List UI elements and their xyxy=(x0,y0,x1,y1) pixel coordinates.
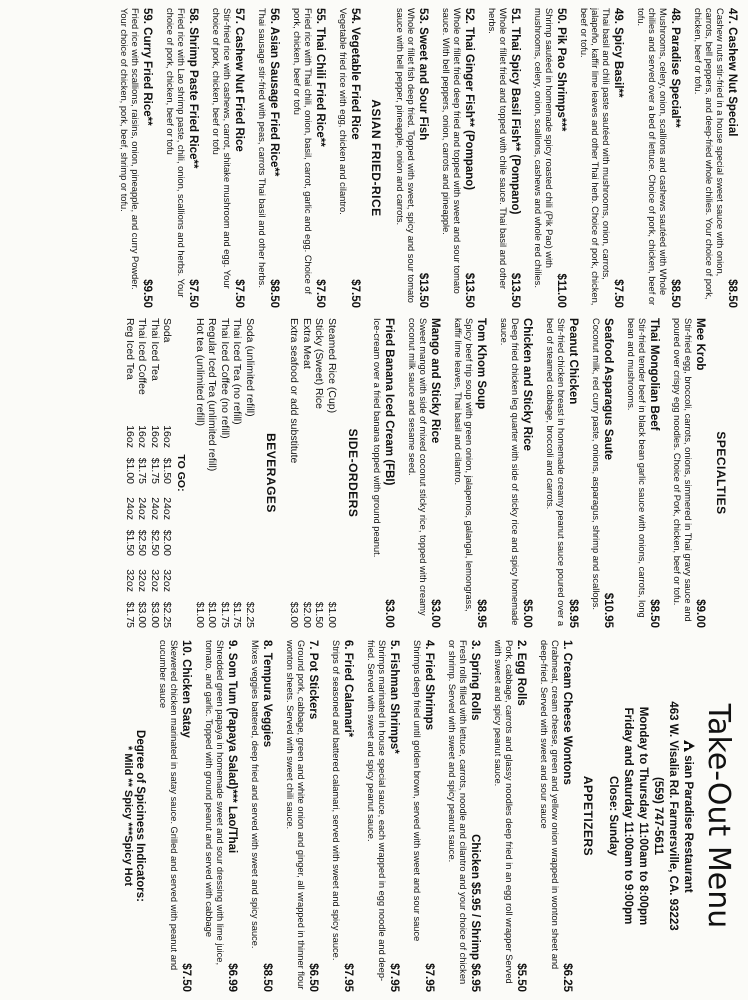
menu-item-description: Deep fried chicken leg quarter with side of sticky rice and spicy homemade sauce. xyxy=(499,318,520,626)
menu-item-price: $8.50 xyxy=(669,279,681,308)
to-go-size: 24oz xyxy=(124,497,136,520)
to-go-size: 16oz xyxy=(149,425,161,448)
menu-item xyxy=(635,8,681,308)
menu-item-row xyxy=(561,640,573,992)
side-orders-header: SIDE-ORDERS xyxy=(346,428,360,518)
side-order-price: $2.00 xyxy=(301,601,313,628)
menu-item-price: $7.50 xyxy=(314,279,326,308)
side-order-price: $1.00 xyxy=(326,601,338,628)
menu-item-description: Fried rice with Lao shrimp paste, chili, onion, scallions and herbs. Your choice of pork, chicken, beef or tofu xyxy=(165,8,186,298)
menu-item-price: $7.50 xyxy=(187,279,199,308)
menu-item-row xyxy=(417,8,429,308)
menu-item xyxy=(411,640,435,992)
restaurant-name: sian Paradise Restaurant xyxy=(682,755,694,893)
menu-item xyxy=(578,8,624,308)
side-order-name: Extra seafood or add substitute xyxy=(288,318,301,464)
menu-item-description: Mixes veggies battered, deep fried and served with sweet and spicy sauce. xyxy=(250,640,260,949)
to-go-row xyxy=(136,318,149,628)
to-go-name: Thai Iced Coffee xyxy=(136,318,149,395)
menu-item-description: Whole or fillet fried and topped with chile sauce. Thai basil and other herbs. xyxy=(487,8,508,289)
menu-item-row xyxy=(141,8,153,308)
beverage-price: $1.75 xyxy=(231,601,244,628)
to-go-price: $1.75 xyxy=(136,457,149,484)
to-go-price: $2.00 xyxy=(161,529,174,556)
menu-item-price: $13.50 xyxy=(509,272,521,308)
menu-item-price: $8.95 xyxy=(567,599,579,628)
to-go-name: Soda xyxy=(161,318,174,343)
menu-item xyxy=(157,640,192,992)
menu-item-row xyxy=(555,8,567,308)
menu-item-name: 57. Cashew Nut Fried Rice xyxy=(233,8,245,152)
hours-weekend: Friday and Saturday 11:00am to 9:00pm xyxy=(622,707,634,925)
menu-item-row xyxy=(726,8,738,308)
page-title: Take-Out Menu xyxy=(701,703,736,929)
menu-item-description: Stir-fried chicken breast in homemade creamy peanut sauce poured over a bed of steamed cabbage, broccoli and carrots. xyxy=(545,318,566,626)
menu-item-row xyxy=(463,8,475,308)
to-go-size: 32oz xyxy=(161,569,174,592)
menu-item-row xyxy=(521,318,533,628)
menu-item-name: 56. Asian Sausage Fried Rice** xyxy=(268,8,280,177)
menu-item-description: Ice-cream over a fried banana topped with ground peanut. xyxy=(372,318,382,558)
menu-item xyxy=(330,640,354,992)
beverage-name: Regular Iced Tea (unlimited refill) xyxy=(206,318,219,472)
beverages-header: BEVERAGES xyxy=(264,433,278,513)
menu-item-row xyxy=(469,640,481,992)
menu-item-row xyxy=(475,318,487,628)
menu-item xyxy=(406,318,441,628)
menu-item-price: $6.99 xyxy=(226,963,238,992)
to-go-size: 32oz xyxy=(124,569,136,592)
menu-item-name: 1. Cream Cheese Wontons xyxy=(561,640,573,785)
menu-item xyxy=(590,318,614,628)
menu-item xyxy=(671,318,706,628)
menu-item-row xyxy=(567,318,579,628)
spice-legend-levels: * Mild ** Spicy ***Spicy Hot xyxy=(122,746,134,886)
menu-item-name: 8. Tempura Veggies xyxy=(261,640,273,748)
menu-item xyxy=(486,8,521,308)
menu-item-price: $7.50 xyxy=(180,963,192,992)
menu-item-price: $7.50 xyxy=(349,279,361,308)
menu-item-price: $8.50 xyxy=(726,279,738,308)
menu-item-name: 9. Som Tum (Papaya Salad)*** Lao/Thai xyxy=(226,640,238,854)
menu-item-name: 5. Fishman Shrimps* xyxy=(388,640,400,754)
beverage-name: Thai Iced Coffee (no refill) xyxy=(219,318,231,439)
menu-item-row xyxy=(388,640,400,992)
menu-item-row xyxy=(423,640,435,992)
to-go-price: $1.50 xyxy=(124,529,136,556)
menu-item-price: $5.00 xyxy=(521,599,533,628)
menu-item-name: 51. Thai Spicy Basil Fish** (Pompano) xyxy=(509,8,521,215)
menu-item xyxy=(365,640,400,992)
closed-day: Close: Sunday xyxy=(607,776,619,856)
menu-item-name: Thai Mongolian Beef xyxy=(648,318,660,431)
menu-item-description: Crabmeat, cream cheese, green and yellow onion wrapped in wonton sheet and deep-fried. Served with sweet and sour sauce xyxy=(539,640,560,970)
menu-item-price: $8.50 xyxy=(268,279,280,308)
menu-item-price: $13.50 xyxy=(417,272,429,308)
menu-item-name: 47. Cashew Nut Special xyxy=(726,8,738,137)
menu-item xyxy=(394,8,429,308)
menu-item-name: 2. Egg Rolls xyxy=(515,640,527,706)
to-go-size: 16oz xyxy=(161,425,174,448)
menu-item-name: 58. Shrimp Paste Fried Rice** xyxy=(187,8,199,169)
menu-item-name: Peanut Chicken xyxy=(567,318,579,405)
menu-item-row xyxy=(233,8,245,308)
restaurant-info xyxy=(605,640,697,992)
menu-item-description: Stir-fried rice with cashews, carrot, shitake mushroom and egg. Your choice of pork, chicken, beef or tofu xyxy=(211,8,232,289)
menu-item-description: Strips of seasoned and battered calamari, served with sweet and spicy sauce. xyxy=(331,640,341,961)
menu-item-row xyxy=(429,318,441,628)
menu-item-description: Sweet mango with side of mixed coconut sticky rice, topped with creamy coconut milk sauce and sesame seed. xyxy=(407,318,428,616)
menu-item-price: $6.25 xyxy=(561,963,573,992)
to-go-size: 16oz xyxy=(136,425,149,448)
to-go-row xyxy=(124,318,137,628)
menu-item-row xyxy=(261,640,273,992)
menu-item-row xyxy=(307,640,319,992)
menu-item-price: $7.95 xyxy=(388,963,400,992)
beverage-name: Soda (unlimited refill) xyxy=(244,318,256,417)
menu-item-row xyxy=(669,8,681,308)
menu-item xyxy=(446,640,481,992)
to-go-row xyxy=(149,318,162,628)
to-go-size: 16oz xyxy=(124,425,136,448)
menu-item-description: Vegetable fried rice with egg, chicken and cilantro. xyxy=(338,8,348,215)
menu-item-row xyxy=(226,640,238,992)
restaurant-phone: (559) 747-5611 xyxy=(652,776,664,855)
side-order-name: Sticky (Sweet) Rice xyxy=(313,318,326,410)
hours-weekday: Monday to Thursday 11:00am to 8:00pm xyxy=(637,706,649,926)
to-go-price: $3.00 xyxy=(149,601,161,628)
menu-item-price: $10.95 xyxy=(602,592,614,628)
menu-item xyxy=(538,640,573,992)
menu-item xyxy=(371,318,395,628)
menu-item-row xyxy=(612,8,624,308)
to-go-row xyxy=(161,318,174,628)
menu-item-name: 55. Thai Chili Fried Rice** xyxy=(314,8,326,147)
menu-item-price: $6.50 xyxy=(307,963,319,992)
side-order xyxy=(326,318,339,628)
beverage-price: $1.75 xyxy=(219,601,231,628)
menu-item-name: 10. Chicken Satay xyxy=(180,640,192,738)
menu-item-row xyxy=(383,318,395,628)
menu-item-name: Tom Khom Soup xyxy=(475,318,487,410)
side-order-name: Steamed Rice (Cup) xyxy=(326,318,338,414)
to-go-header: TO GO: xyxy=(175,454,188,492)
menu-item xyxy=(337,8,361,308)
side-order xyxy=(301,318,314,628)
menu-item-description: Mushrooms, celery, onion, scallions and cashews sautéed with Whole chilies and served over a bed of lettuce. Choice of pork, chicken, beef or tofu. xyxy=(636,8,668,306)
menu-item-price: $3.00 xyxy=(429,599,441,628)
menu-item xyxy=(625,318,660,628)
menu-item-description: Whole or fillet fried deep fried and topped with sweet and sour tomato sauce. With bell peppers, onion, carrots and pineapple. xyxy=(441,8,462,294)
menu-item-description: Ground pork, cabbage, green and white onion and ginger, all wrapped in thinner flour wonton sheets. Served with sweet chili sauce. xyxy=(285,640,306,990)
menu-item xyxy=(492,640,527,992)
menu-item-name: Mee Krob xyxy=(694,318,706,371)
spice-legend-title: Degree of Spiciness Indicators: xyxy=(134,730,146,902)
menu-item xyxy=(532,8,567,308)
to-go-size: 24oz xyxy=(161,497,174,520)
specialties-header: SPECIALTIES xyxy=(714,431,728,515)
menu-item-description: Stir-fried egg, broccoli, carrots, onions, simmered in Thai gravy sauce and poured over crispy egg noodles. Choice of Pork, chicken, beef or tofu. xyxy=(672,318,693,622)
menu-item-description: Coconut milk, red curry paste, onions, asparagus, shrimp and scallops. xyxy=(591,318,601,610)
to-go-price: $2.50 xyxy=(136,529,149,556)
menu-item-row xyxy=(187,8,199,308)
menu-item-name: Mango and Sticky Rice xyxy=(429,318,441,444)
to-go-price: $1.50 xyxy=(161,457,174,484)
to-go-name: Thai Iced Tea xyxy=(149,318,161,381)
menu-item xyxy=(692,8,738,308)
menu-item-description: Whole or fillet fish deep fried. Topped with sweet, spicy and sour tomato sauce with bell pepper, pineapple, onion and carrots. xyxy=(395,8,416,303)
to-go-price: $1.00 xyxy=(124,457,136,484)
menu-item-price: $5.50 xyxy=(515,963,527,992)
to-go-size: 32oz xyxy=(136,569,149,592)
fried-rice-header: ASIAN FRIED-RICE xyxy=(369,99,383,217)
column-specialties xyxy=(8,318,738,628)
to-go-name: Reg Iced Tea xyxy=(124,318,136,380)
to-go-price: $3.00 xyxy=(136,601,149,628)
menu-item-row xyxy=(268,8,280,308)
menu-item xyxy=(164,8,199,308)
menu-item xyxy=(203,640,238,992)
menu-item-name: 48. Paradise Special** xyxy=(669,8,681,128)
side-order-name: Extra Meat xyxy=(301,318,313,369)
menu-item-description: Fried rice with scallions, raisins, onion, pineapple, and curry Powder. Your choice of chicken, pork, beef, shrimp or tofu. xyxy=(119,8,140,290)
to-go-size: 24oz xyxy=(149,497,161,520)
menu-item xyxy=(452,318,487,628)
menu-item-description: Stir-fried tender beef in black bean garlic sauce with onions, carrots, long bean and mushrooms. xyxy=(626,318,647,618)
menu-item-name: 6. Fried Calamari* xyxy=(342,640,354,738)
menu-item-price: $7.95 xyxy=(423,963,435,992)
menu-item-name: 53. Sweet and Sour Fish xyxy=(417,8,429,141)
menu-item-name: 7. Pot Stickers xyxy=(307,640,319,720)
menu-item-name: 59. Curry Fried Rice** xyxy=(141,8,153,126)
menu-item-row xyxy=(648,318,660,628)
menu-item-description: Thai sausage stir-fried with peas, carrots Thai basil and other herbs. xyxy=(257,8,267,288)
beverage-price: $1.00 xyxy=(206,601,219,628)
column-appetizers xyxy=(8,640,738,992)
menu-item-price: $9.00 xyxy=(694,599,706,628)
menu-item-row xyxy=(694,318,706,628)
menu-item-price: $8.95 xyxy=(475,599,487,628)
beverage xyxy=(231,318,244,628)
side-order xyxy=(313,318,326,628)
column-entrees xyxy=(8,8,738,308)
menu-item-name: 54. Vegetable Fried Rice xyxy=(349,8,361,140)
menu-item xyxy=(544,318,579,628)
menu-item-name: Fried Banana Iced Cream (FBI) xyxy=(383,318,395,486)
side-order-price: $1.50 xyxy=(313,601,326,628)
menu-item-name: Seafood Asparagus Saute xyxy=(602,318,614,461)
menu-item-description: Spicy beef trip soup with green onion, jalapenos, galangal, lemongrass, kaffir lime leaves, Thai basil and cilantro. xyxy=(453,318,474,612)
beverage xyxy=(244,318,257,628)
beverage xyxy=(206,318,219,628)
menu-item xyxy=(291,8,326,308)
menu-item-price: $3.00 xyxy=(383,599,395,628)
menu-item-row xyxy=(342,640,354,992)
menu-item-price: Chicken $5.95 / Shrimp $6.95 xyxy=(469,834,481,992)
menu-item-name: Chicken and Sticky Rice xyxy=(521,318,533,451)
beverage xyxy=(219,318,232,628)
menu-item-name: 52. Thai Ginger Fish** (Pompano) xyxy=(463,8,475,191)
beverage xyxy=(194,318,207,628)
menu-item-price: $11.00 xyxy=(555,273,567,308)
restaurant-address: 463 W. Visalia Rd. Farmersville, CA. 93223 xyxy=(667,701,679,931)
to-go-size: 24oz xyxy=(136,497,149,520)
menu-item-description: Shrimp sautéed in homemade spicy roasted chili (Pik Pao) with mushrooms, celery, onion, scallions, cashews and whole red chilies. xyxy=(533,8,554,288)
menu-item-name: 49. Spicy Basil** xyxy=(612,8,624,98)
menu-item-description: Shredded green papaya in homemade sweet and sour dressing with lime juice, tomato, and garlic. Topped with ground peanut and served with cabbage xyxy=(204,640,225,966)
beverage-name: Hot tea (unlimited refill) xyxy=(194,318,206,426)
menu-item-name: 3. Spring Rolls xyxy=(469,640,481,721)
menu-item-description: Shrimps marinated in house special sauce, each wrapped in egg noodle and deep-fried. Served with sweet and spicy peanut sauce. xyxy=(366,640,387,982)
menu-item-description: Thai basil and chili paste sautéed with mushrooms, onion, carrots, jalapeño, kaffir lime leaves and other Thai herb. Choice of pork, chicken, beef or tofu. xyxy=(579,8,611,306)
menu-item-row xyxy=(314,8,326,308)
menu-item-row xyxy=(515,640,527,992)
restaurant-logo-icon xyxy=(683,739,697,753)
to-go-price: $2.50 xyxy=(149,529,161,556)
menu-item-description: Pork, cabbage, carrots and glassy noodles deep fried in an egg roll wrapper Served with sweet and spicy peanut sauce. xyxy=(493,640,514,984)
menu-item-name: 4. Fried Shrimps xyxy=(423,640,435,731)
menu-item-description: Fresh rolls filled with lettuce, carrots, noodle and cilantro and your choice of chicken or shrimp. Served with sweet and spicy peanut sauce. xyxy=(447,640,468,985)
menu-item-price: $9.50 xyxy=(141,279,153,308)
menu-item xyxy=(210,8,245,308)
beverage-name: Thai Iced Tea (no refill) xyxy=(231,318,244,425)
menu-item-price: $7.50 xyxy=(612,279,624,308)
appetizers-header: APPETIZERS xyxy=(581,775,595,857)
side-order xyxy=(288,318,301,628)
menu-item xyxy=(256,8,280,308)
menu-item-price: $13.50 xyxy=(463,272,475,308)
menu-item-description: Shrimps deep fried until golden brown, served with sweet and sour sauce xyxy=(412,640,422,942)
menu-item-name: 50. Pik Pao Shrimps*** xyxy=(555,8,567,132)
menu-item-description: Fried rice with Thai chili, onion, basil, carrot, garlic and egg. Choice of pork, chicken, beef or tofu xyxy=(292,8,313,295)
menu-item xyxy=(249,640,273,992)
menu-item-price: $7.95 xyxy=(342,963,354,992)
beverage-price: $2.25 xyxy=(244,601,256,628)
to-go-price: $1.75 xyxy=(149,457,161,484)
menu-item-row xyxy=(349,8,361,308)
menu-item-price: $8.50 xyxy=(261,963,273,992)
menu-item-row xyxy=(180,640,192,992)
menu-item xyxy=(118,8,153,308)
menu-item-row xyxy=(509,8,521,308)
menu-item xyxy=(284,640,319,992)
menu-item-row xyxy=(602,318,614,628)
to-go-price: $2.25 xyxy=(161,601,174,628)
menu-item xyxy=(498,318,533,628)
to-go-price: $1.75 xyxy=(124,601,136,628)
to-go-size: 32oz xyxy=(149,569,161,592)
menu-item xyxy=(440,8,475,308)
side-order-price: $3.00 xyxy=(288,601,301,628)
menu-item-description: Cashew nuts stir-fried in a house special sweet sauce with onion, carrots, bell peppers, and deep-fried whole chilies. Your choice of pork, chicken, beef or tofu. xyxy=(693,8,725,300)
menu-item-description: Skewered chicken marinated in satay sauce. Grilled and served with peanut and cucumber sauce xyxy=(158,640,179,971)
beverage-price: $1.00 xyxy=(194,601,206,628)
menu-item-price: $7.50 xyxy=(233,279,245,308)
appetizers-list xyxy=(157,640,573,992)
menu-item-price: $8.50 xyxy=(648,599,660,628)
